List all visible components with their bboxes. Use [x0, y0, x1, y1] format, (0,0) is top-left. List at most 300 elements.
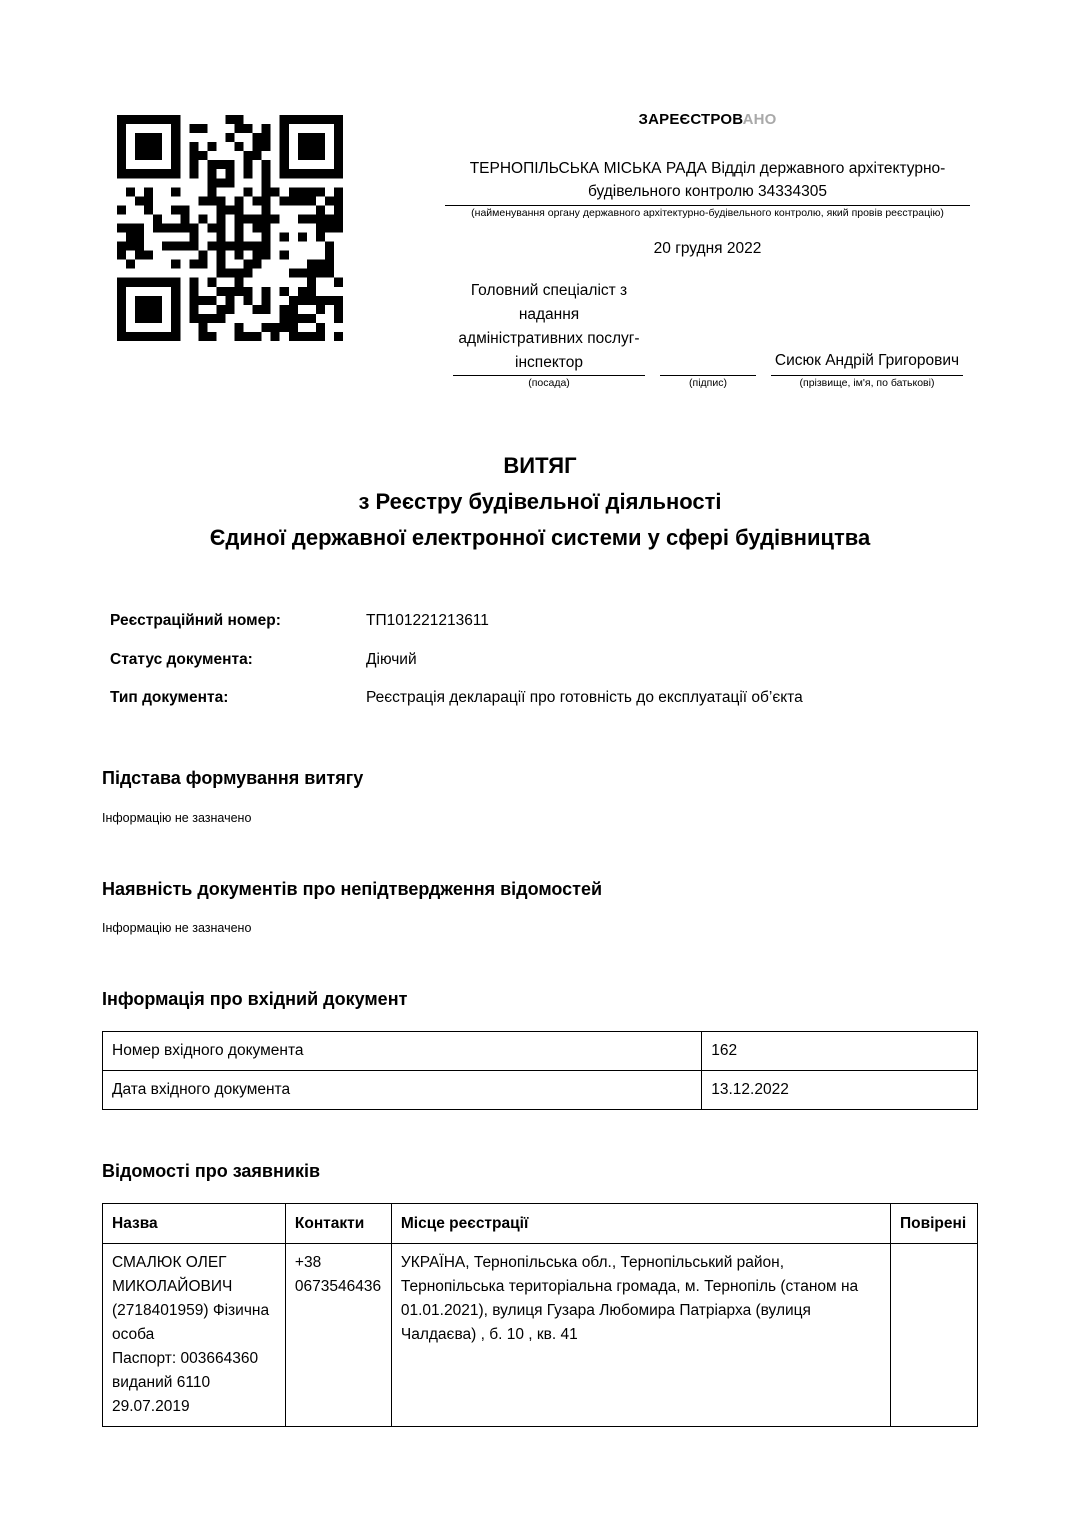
- qr-module: [325, 296, 334, 305]
- qr-module: [171, 223, 180, 232]
- qr-module: [126, 242, 135, 251]
- qr-module: [207, 187, 216, 196]
- qr-module: [225, 305, 234, 314]
- qr-module: [316, 233, 325, 242]
- qr-module: [316, 223, 325, 232]
- qr-module: [334, 196, 343, 205]
- qr-module: [171, 124, 180, 133]
- qr-module: [171, 115, 180, 124]
- qr-module: [198, 151, 207, 160]
- input-doc-table: [102, 1031, 978, 1110]
- qr-module: [135, 151, 144, 160]
- qr-module: [171, 142, 180, 151]
- qr-module: [325, 115, 334, 124]
- qr-module: [253, 196, 262, 205]
- qr-module: [198, 314, 207, 323]
- qr-module: [171, 323, 180, 332]
- qr-module: [298, 314, 307, 323]
- qr-module: [135, 242, 144, 251]
- qr-module: [153, 151, 162, 160]
- qr-module: [225, 115, 234, 124]
- qr-module: [316, 142, 325, 151]
- qr-module: [225, 205, 234, 214]
- stamp-title: ЗАРЕЄСТРОВАНО: [638, 111, 777, 128]
- qr-module: [334, 214, 343, 223]
- qr-module: [262, 196, 271, 205]
- qr-module: [153, 133, 162, 142]
- qr-module: [153, 332, 162, 341]
- authority-underline: [445, 205, 970, 206]
- qr-module: [198, 332, 207, 341]
- name-caption: (прізвище, ім'я, по батькові): [799, 377, 935, 389]
- qr-module: [117, 242, 126, 251]
- qr-module: [307, 169, 316, 178]
- qr-module: [262, 205, 271, 214]
- qr-module: [298, 115, 307, 124]
- qr-module: [289, 169, 298, 178]
- registration-date: 20 грудня 2022: [653, 240, 762, 257]
- qr-module: [289, 115, 298, 124]
- qr-module: [244, 124, 253, 133]
- qr-module: [253, 242, 262, 251]
- qr-module: [253, 151, 262, 160]
- qr-module: [189, 160, 198, 169]
- qr-module: [298, 169, 307, 178]
- qr-module: [271, 187, 280, 196]
- col-attorneys-header: Повірені: [890, 1204, 977, 1244]
- qr-module: [207, 142, 216, 151]
- qr-module: [117, 205, 126, 214]
- qr-module: [280, 287, 289, 296]
- qr-module: [189, 287, 198, 296]
- qr-module: [325, 223, 334, 232]
- qr-module: [198, 124, 207, 133]
- qr-module: [207, 160, 216, 169]
- qr-module: [280, 314, 289, 323]
- qr-module: [225, 269, 234, 278]
- qr-module: [316, 115, 325, 124]
- qr-module: [334, 305, 343, 314]
- qr-module: [225, 296, 234, 305]
- qr-module: [216, 269, 225, 278]
- qr-module: [198, 260, 207, 269]
- qr-module: [126, 332, 135, 341]
- qr-module: [216, 260, 225, 269]
- qr-module: [298, 287, 307, 296]
- qr-module: [135, 223, 144, 232]
- qr-module: [144, 332, 153, 341]
- qr-module: [153, 278, 162, 287]
- qr-module: [280, 305, 289, 314]
- qr-module: [262, 214, 271, 223]
- qr-module: [153, 169, 162, 178]
- qr-module: [244, 151, 253, 160]
- qr-module: [162, 242, 171, 251]
- qr-module: [280, 133, 289, 142]
- qr-module: [316, 260, 325, 269]
- qr-module: [117, 142, 126, 151]
- qr-module: [334, 223, 343, 232]
- qr-module: [298, 269, 307, 278]
- qr-module: [262, 160, 271, 169]
- qr-module: [289, 323, 298, 332]
- qr-module: [198, 214, 207, 223]
- qr-module: [216, 305, 225, 314]
- qr-module: [307, 332, 316, 341]
- qr-module: [117, 160, 126, 169]
- qr-module: [253, 332, 262, 341]
- qr-module: [280, 196, 289, 205]
- document-title: ВИТЯГ: [503, 453, 577, 478]
- qr-module: [307, 278, 316, 287]
- qr-module: [135, 332, 144, 341]
- qr-module: [144, 169, 153, 178]
- qr-module: [180, 214, 189, 223]
- name-underline: [771, 375, 963, 376]
- qr-module: [325, 251, 334, 260]
- qr-module: [271, 323, 280, 332]
- qr-module: [135, 233, 144, 242]
- qr-module: [216, 242, 225, 251]
- qr-module: [216, 223, 225, 232]
- qr-module: [244, 296, 253, 305]
- qr-module: [298, 233, 307, 242]
- qr-module: [117, 251, 126, 260]
- qr-module: [117, 169, 126, 178]
- qr-module: [216, 287, 225, 296]
- qr-module: [316, 269, 325, 278]
- qr-module: [144, 305, 153, 314]
- qr-module: [316, 214, 325, 223]
- qr-module: [262, 124, 271, 133]
- qr-module: [225, 242, 234, 251]
- qr-module: [126, 278, 135, 287]
- qr-module: [280, 233, 289, 242]
- qr-module: [325, 269, 334, 278]
- qr-module: [334, 115, 343, 124]
- qr-module: [334, 142, 343, 151]
- qr-module: [171, 287, 180, 296]
- doc-type-value: Реєстрація декларації про готовність до експлуатації об’єкта: [366, 689, 803, 706]
- qr-module: [235, 269, 244, 278]
- qr-module: [280, 169, 289, 178]
- input-doc-number-value: 162: [702, 1032, 978, 1071]
- qr-module: [316, 323, 325, 332]
- col-contacts-header: Контакти: [285, 1204, 391, 1244]
- qr-module: [244, 242, 253, 251]
- qr-module: [334, 169, 343, 178]
- col-place-header: Місце реєстрації: [391, 1204, 890, 1244]
- qr-module: [144, 314, 153, 323]
- qr-module: [262, 287, 271, 296]
- qr-module: [235, 278, 244, 287]
- reg-number-value: ТП101221213611: [366, 612, 489, 629]
- qr-module: [117, 124, 126, 133]
- qr-module: [189, 260, 198, 269]
- qr-module: [207, 178, 216, 187]
- qr-module: [316, 296, 325, 305]
- qr-module: [180, 205, 189, 214]
- qr-module: [316, 151, 325, 160]
- qr-module: [280, 151, 289, 160]
- qr-module: [144, 205, 153, 214]
- qr-module: [180, 242, 189, 251]
- qr-module: [135, 196, 144, 205]
- qr-module: [307, 115, 316, 124]
- qr-module: [216, 205, 225, 214]
- qr-module: [180, 223, 189, 232]
- qr-module: [117, 287, 126, 296]
- qr-module: [244, 169, 253, 178]
- qr-module: [289, 314, 298, 323]
- qr-module: [135, 142, 144, 151]
- qr-module: [153, 296, 162, 305]
- qr-module: [325, 214, 334, 223]
- qr-module: [126, 187, 135, 196]
- qr-module: [289, 269, 298, 278]
- qr-module: [334, 151, 343, 160]
- qr-module: [262, 242, 271, 251]
- qr-module: [334, 187, 343, 196]
- authority-caption: (найменування органу державного архітектурно-будівельного контролю, який провів реєстрацію): [471, 207, 944, 219]
- qr-module: [207, 169, 216, 178]
- qr-module: [262, 233, 271, 242]
- position-underline: [453, 375, 645, 376]
- qr-module: [207, 223, 216, 232]
- doc-type-label: Тип документа:: [110, 689, 229, 706]
- qr-module: [189, 242, 198, 251]
- qr-module: [307, 187, 316, 196]
- applicant-registration-place: УКРАЇНА, Тернопільська обл., Тернопільський район, Тернопільська територіальна громада, м. Тернопіль (станом на 01.01.2021), вулиця Гузара Любомира Патріарха (вулиця Чалдаєва) , б. 10 , кв. 41: [391, 1244, 890, 1427]
- qr-module: [171, 133, 180, 142]
- qr-module: [316, 187, 325, 196]
- qr-module: [207, 296, 216, 305]
- qr-module: [298, 142, 307, 151]
- qr-module: [225, 169, 234, 178]
- table-row: [103, 1032, 978, 1071]
- qr-module: [307, 260, 316, 269]
- qr-module: [316, 169, 325, 178]
- qr-module: [307, 196, 316, 205]
- qr-module: [126, 223, 135, 232]
- qr-module: [117, 314, 126, 323]
- qr-module: [244, 160, 253, 169]
- qr-module: [316, 133, 325, 142]
- qr-module: [235, 205, 244, 214]
- qr-module: [189, 296, 198, 305]
- qr-module: [298, 187, 307, 196]
- qr-module: [144, 115, 153, 124]
- qr-module: [171, 278, 180, 287]
- qr-module: [135, 251, 144, 260]
- qr-module: [144, 196, 153, 205]
- qr-module: [153, 305, 162, 314]
- col-name-header: Назва: [103, 1204, 286, 1244]
- qr-module: [244, 332, 253, 341]
- qr-module: [298, 214, 307, 223]
- qr-module: [253, 142, 262, 151]
- qr-module: [235, 287, 244, 296]
- qr-module: [235, 196, 244, 205]
- document-subtitle-1: з Реєстру будівельної діяльності: [358, 489, 722, 514]
- applicants-heading: Відомості про заявників: [102, 1161, 321, 1181]
- qr-code: [117, 115, 343, 341]
- position-caption: (посада): [528, 377, 570, 389]
- officer-position: Головний спеціаліст з надання адміністративних послуг- інспектор: [458, 282, 640, 371]
- qr-module: [298, 296, 307, 305]
- qr-module: [216, 214, 225, 223]
- qr-module: [189, 151, 198, 160]
- qr-module: [253, 214, 262, 223]
- qr-module: [253, 133, 262, 142]
- table-row: [103, 1071, 978, 1110]
- qr-module: [153, 314, 162, 323]
- qr-module: [171, 160, 180, 169]
- qr-module: [117, 296, 126, 305]
- qr-module: [235, 115, 244, 124]
- qr-module: [189, 278, 198, 287]
- qr-module: [198, 296, 207, 305]
- signature-caption: (підпис): [689, 377, 727, 389]
- qr-module: [244, 287, 253, 296]
- qr-module: [334, 296, 343, 305]
- qr-module: [153, 142, 162, 151]
- officer-name: Сисюк Андрій Григорович: [774, 352, 960, 369]
- qr-module: [253, 251, 262, 260]
- input-doc-number-label: Номер вхідного документа: [103, 1032, 702, 1071]
- qr-module: [135, 278, 144, 287]
- qr-module: [207, 278, 216, 287]
- qr-module: [253, 305, 262, 314]
- qr-module: [171, 296, 180, 305]
- qr-module: [334, 124, 343, 133]
- qr-module: [307, 142, 316, 151]
- qr-module: [162, 278, 171, 287]
- qr-module: [117, 133, 126, 142]
- qr-module: [117, 332, 126, 341]
- qr-module: [189, 233, 198, 242]
- qr-module: [126, 233, 135, 242]
- qr-module: [171, 305, 180, 314]
- qr-module: [171, 332, 180, 341]
- non-confirm-heading: Наявність документів про непідтвердження відомостей: [102, 879, 603, 899]
- qr-module: [162, 332, 171, 341]
- qr-module: [171, 242, 180, 251]
- qr-module: [144, 142, 153, 151]
- qr-module: [135, 133, 144, 142]
- qr-module: [117, 305, 126, 314]
- qr-module: [244, 260, 253, 269]
- basis-heading: Підстава формування витягу: [102, 768, 364, 788]
- qr-module: [307, 314, 316, 323]
- qr-module: [135, 296, 144, 305]
- qr-module: [198, 251, 207, 260]
- status-label: Статус документа:: [110, 651, 253, 668]
- qr-module: [198, 196, 207, 205]
- qr-module: [126, 260, 135, 269]
- qr-module: [325, 169, 334, 178]
- non-confirm-note: Інформацію не зазначено: [102, 921, 252, 935]
- qr-module: [171, 169, 180, 178]
- qr-module: [144, 151, 153, 160]
- qr-module: [316, 305, 325, 314]
- document-subtitle-2: Єдиної державної електронної системи у сфері будівництва: [209, 525, 871, 550]
- reg-number-label: Реєстраційний номер:: [110, 612, 281, 629]
- input-doc-heading: Інформація про вхідний документ: [102, 989, 408, 1009]
- qr-module: [262, 133, 271, 142]
- qr-module: [171, 260, 180, 269]
- qr-module: [135, 115, 144, 124]
- qr-module: [216, 196, 225, 205]
- qr-module: [235, 124, 244, 133]
- qr-module: [289, 332, 298, 341]
- qr-module: [280, 142, 289, 151]
- qr-module: [316, 332, 325, 341]
- qr-module: [307, 214, 316, 223]
- qr-module: [162, 115, 171, 124]
- qr-module: [135, 305, 144, 314]
- qr-module: [117, 151, 126, 160]
- input-doc-date-label: Дата вхідного документа: [103, 1071, 702, 1110]
- status-value: Діючий: [366, 651, 417, 668]
- qr-module: [253, 260, 262, 269]
- qr-module: [262, 296, 271, 305]
- qr-module: [171, 205, 180, 214]
- qr-module: [117, 323, 126, 332]
- qr-module: [298, 196, 307, 205]
- table-row: [103, 1244, 978, 1427]
- qr-module: [280, 115, 289, 124]
- qr-module: [144, 187, 153, 196]
- qr-module: [117, 278, 126, 287]
- qr-module: [334, 160, 343, 169]
- qr-module: [189, 223, 198, 232]
- qr-module: [153, 214, 162, 223]
- qr-module: [325, 260, 334, 269]
- qr-module: [262, 305, 271, 314]
- qr-module: [307, 287, 316, 296]
- qr-module: [280, 160, 289, 169]
- qr-module: [144, 278, 153, 287]
- qr-module: [153, 115, 162, 124]
- qr-module: [135, 314, 144, 323]
- qr-module: [117, 223, 126, 232]
- qr-module: [216, 178, 225, 187]
- qr-module: [225, 287, 234, 296]
- qr-module: [298, 332, 307, 341]
- qr-module: [262, 169, 271, 178]
- qr-module: [207, 332, 216, 341]
- qr-module: [198, 323, 207, 332]
- qr-module: [171, 314, 180, 323]
- qr-module: [271, 332, 280, 341]
- qr-module: [280, 251, 289, 260]
- qr-module: [207, 196, 216, 205]
- qr-module: [189, 124, 198, 133]
- qr-module: [307, 296, 316, 305]
- qr-module: [334, 332, 343, 341]
- qr-module: [235, 242, 244, 251]
- qr-module: [126, 115, 135, 124]
- qr-module: [280, 124, 289, 133]
- qr-module: [216, 160, 225, 169]
- qr-module: [307, 133, 316, 142]
- qr-module: [235, 332, 244, 341]
- applicant-contacts: +38 0673546436: [285, 1244, 391, 1427]
- input-doc-date-value: 13.12.2022: [702, 1071, 978, 1110]
- qr-module: [216, 233, 225, 242]
- qr-module: [334, 278, 343, 287]
